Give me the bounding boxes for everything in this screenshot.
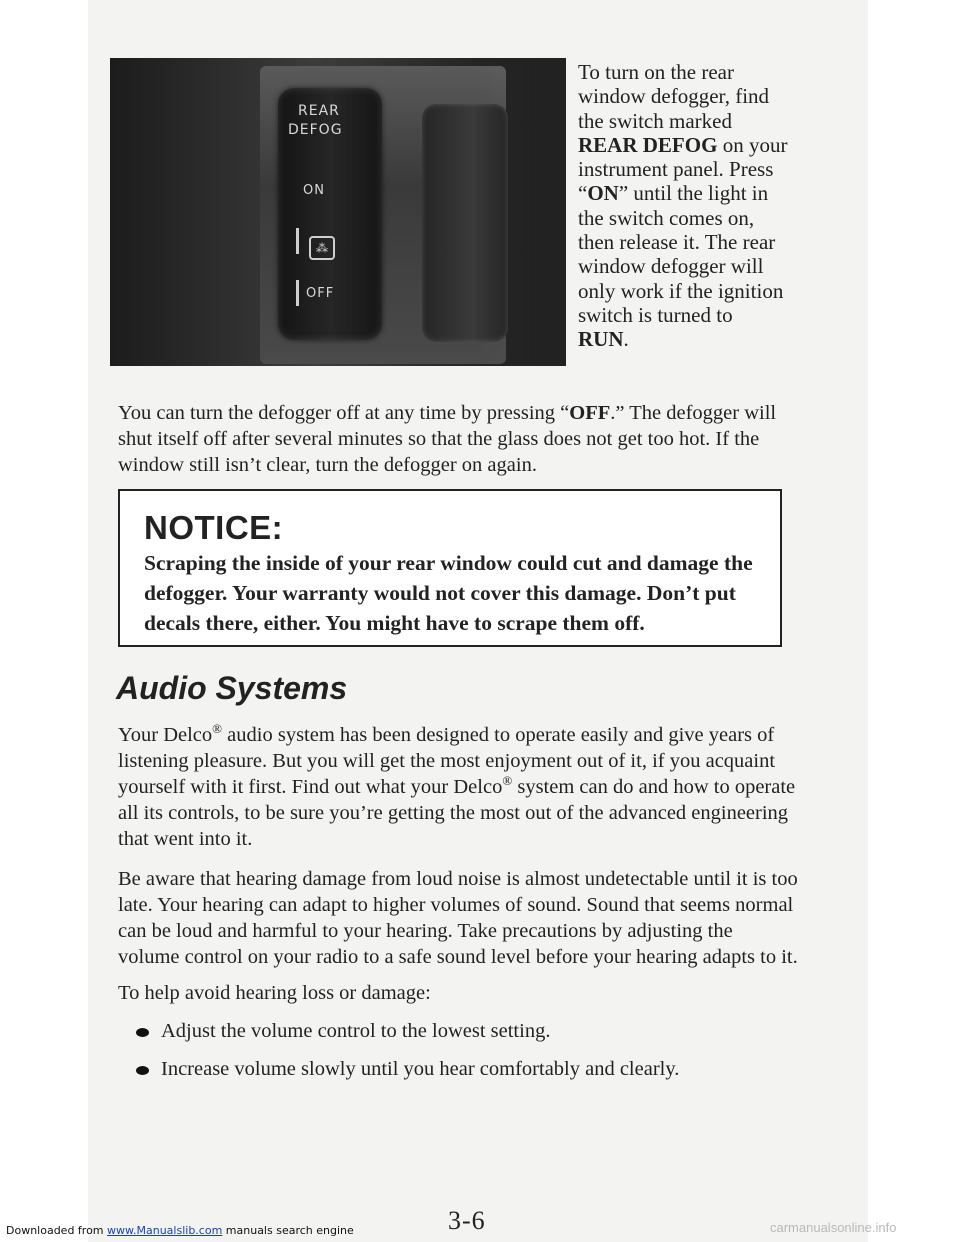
download-footer: Downloaded from www.Manualslib.com manuals search engine <box>6 1224 354 1237</box>
photo-label-on: ON <box>303 183 325 198</box>
defogger-off-paragraph: You can turn the defogger off at any time by pressing “OFF.” The defogger will shut itself off after several minutes so that the glass does not get too hot. If the window still isn’t clear, turn the defogger on again. <box>118 402 777 476</box>
photo-glare <box>476 58 566 366</box>
manualslib-link[interactable]: www.Manualslib.com <box>107 1224 223 1237</box>
hearing-tips-intro: To help avoid hearing loss or damage: <box>118 982 431 1004</box>
section-title: Audio Systems <box>116 670 348 706</box>
notice-body: Scraping the inside of your rear window could cut and damage the defogger. Your warranty would not cover this damage. Don’t put decals there, either. You might have to scrape them off. <box>144 551 753 635</box>
rear-defog-switch-photo <box>110 58 566 366</box>
defogger-intro-text: To turn on the rear window defogger, find the switch marked REAR DEFOG on your instrument panel. Press “ON” until the light in the switch comes on, then release it. The rear window defogger will only work if the ignition switch is turned to RUN. <box>578 60 788 352</box>
notice-heading: NOTICE: <box>144 509 284 546</box>
notice-box <box>118 489 782 647</box>
rear-defrost-icon: ⁂ <box>309 236 335 260</box>
watermark: carmanualsonline.info <box>770 1220 897 1235</box>
list-item: Increase volume slowly until you hear comfortably and clearly. <box>136 1056 796 1082</box>
indicator-bar-icon <box>296 280 299 306</box>
audio-intro-paragraph: Your Delco® audio system has been designed to operate easily and give years of listening pleasure. But you will get the most enjoyment out of it, if you acquaint yourself with it first. Find out what your Delco® system can do and how to operate all its controls, to be sure you’re getting the most out of the advanced engineering that went into it. <box>118 721 796 850</box>
bullet-icon <box>136 1028 149 1037</box>
bullet-icon <box>136 1066 149 1075</box>
indicator-bar-icon <box>296 228 299 254</box>
photo-label-off: OFF <box>306 286 335 301</box>
photo-label-defog: DEFOG <box>288 122 343 138</box>
hearing-warning-paragraph: Be aware that hearing damage from loud noise is almost undetectable until it is too late. Your hearing can adapt to higher volumes of sound. Sound that seems normal can be loud and harmful to your hearing. Take precautions by adjusting the volume control on your radio to a safe sound level before your hearing adapts to it. <box>118 868 798 968</box>
list-item: Adjust the volume control to the lowest setting. <box>136 1018 796 1044</box>
photo-label-rear: REAR <box>298 103 340 119</box>
page-number: 3-6 <box>448 1206 486 1235</box>
